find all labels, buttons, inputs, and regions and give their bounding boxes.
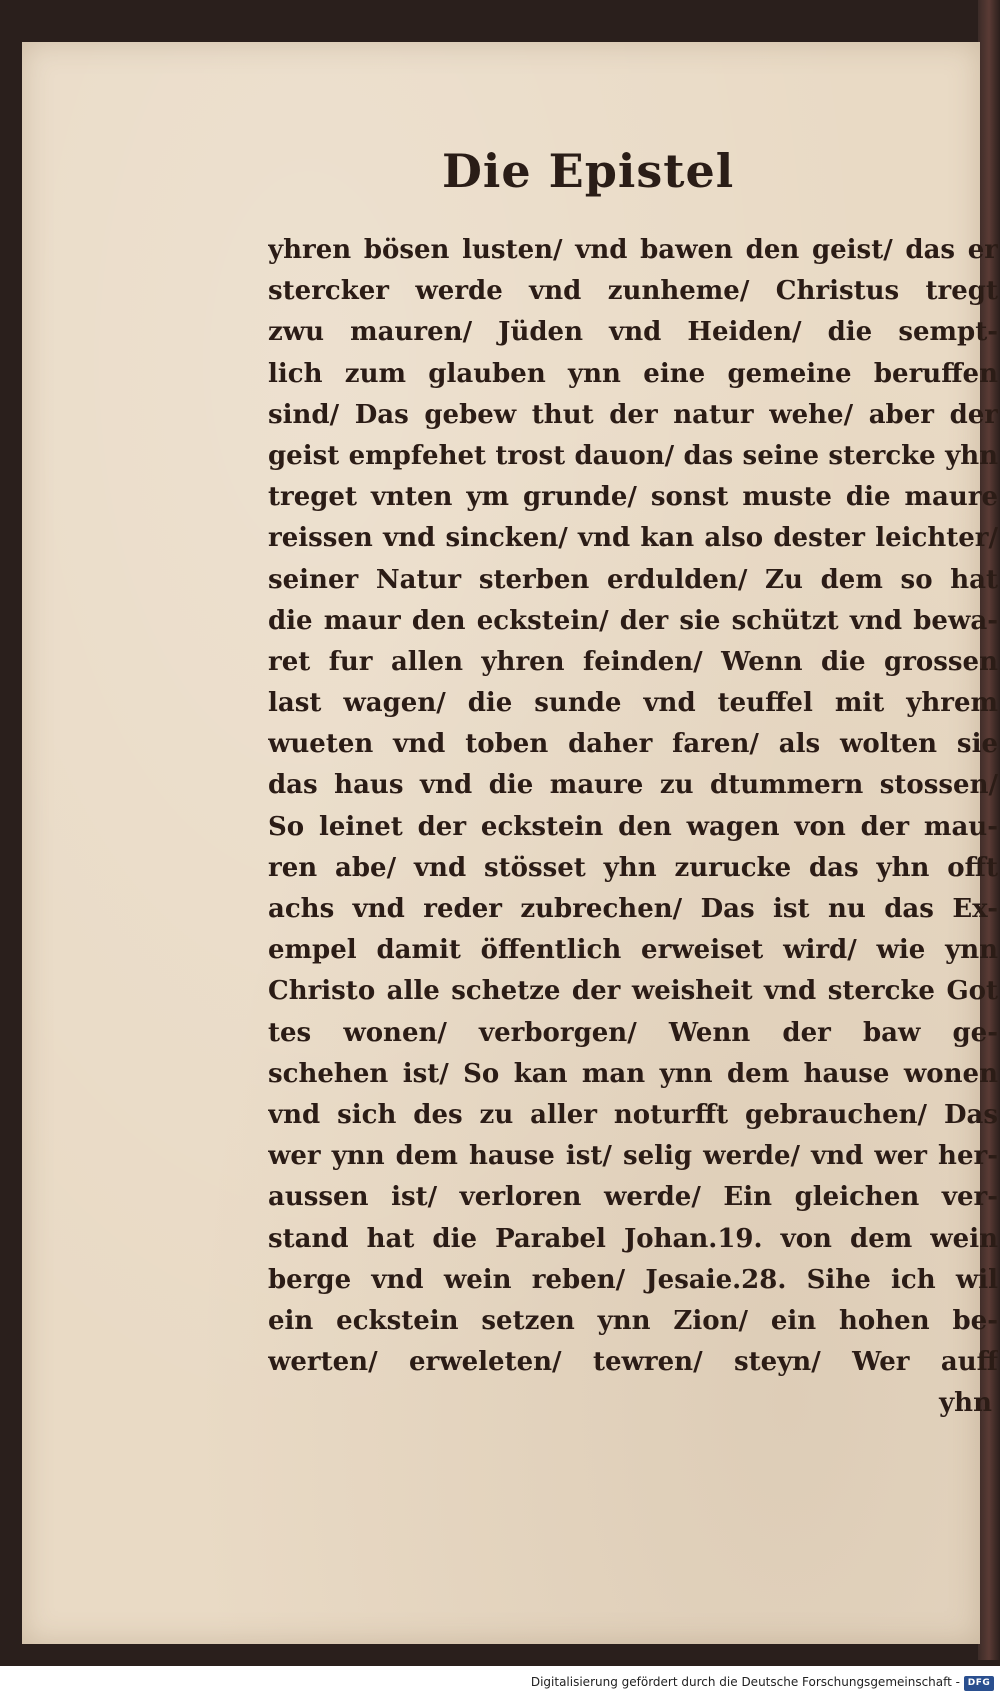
text-line: stercker werde vnd zunheme/ Christus tregt — [268, 276, 998, 307]
text-line: yhren bösen lusten/ vnd bawen den geist/ das er — [268, 235, 998, 265]
footer-bar — [0, 1666, 1000, 1699]
text-line: So leinet der eckstein den wagen von der mau- — [268, 811, 998, 842]
text-line: das haus vnd die maure zu dtummern stossen/ — [268, 770, 998, 801]
text-line: vnd sich des zu aller noturfft gebrauchen/ Das — [268, 1099, 998, 1130]
funding-credit: Digitalisierung gefördert durch die Deutsche Forschungsgemeinschaft - — [530, 1675, 960, 1689]
text-line: ren abe/ vnd stösset yhn zurucke das yhn offt — [268, 852, 998, 883]
text-line: treget vnten ym grunde/ sonst muste die maure — [268, 482, 998, 513]
dfg-logo-text: DFG — [967, 1678, 991, 1688]
text-line: achs vnd reder zubrechen/ Das ist nu das Ex- — [268, 894, 998, 924]
text-line: geist empfehet trost dauon/ das seine stercke yhn — [268, 440, 998, 471]
body-text — [268, 230, 998, 1424]
text-line: sind/ Das gebew thut der natur wehe/ aber der — [268, 399, 998, 430]
text-line: wueten vnd toben daher faren/ als wolten sie — [268, 729, 998, 760]
text-line: schehen ist/ So kan man ynn dem hause wonen — [268, 1058, 998, 1089]
text-line: tes wonen/ verborgen/ Wenn der baw ge- — [268, 1017, 998, 1048]
text-line: ret fur allen yhren feinden/ Wenn die grossen — [268, 646, 998, 677]
dfg-logo — [964, 1676, 994, 1691]
text-line: seiner Natur sterben erdulden/ Zu dem so hat — [268, 564, 998, 595]
text-line: wer ynn dem hause ist/ selig werde/ vnd wer her- — [268, 1141, 998, 1172]
book-page — [22, 42, 998, 1644]
text-line: ein eckstein setzen ynn Zion/ ein hohen be- — [268, 1305, 998, 1336]
page-heading: Die Epistel — [442, 144, 735, 198]
text-line: berge vnd wein reben/ Jesaie.28. Sihe ich wil — [268, 1264, 998, 1295]
text-line: werten/ erweleten/ tewren/ steyn/ Wer auff — [268, 1347, 998, 1378]
text-line: reissen vnd sincken/ vnd kan also dester leichter/ — [268, 523, 998, 554]
text-line: die maur den eckstein/ der sie schützt vnd bewa- — [268, 605, 998, 636]
text-line: stand hat die Parabel Johan.19. von dem wein — [268, 1223, 998, 1254]
text-line: Christo alle schetze der weisheit vnd stercke Got — [268, 976, 998, 1007]
catchword: yhn — [939, 1388, 992, 1419]
text-line: last wagen/ die sunde vnd teuffel mit yhrem — [268, 688, 998, 719]
text-line: aussen ist/ verloren werde/ Ein gleichen ver- — [268, 1182, 998, 1213]
text-line: lich zum glauben ynn eine gemeine beruffen — [268, 358, 998, 389]
text-line: empel damit öffentlich erweiset wird/ wie ynn — [268, 935, 998, 966]
text-line: zwu mauren/ Jüden vnd Heiden/ die sempt- — [268, 317, 998, 348]
